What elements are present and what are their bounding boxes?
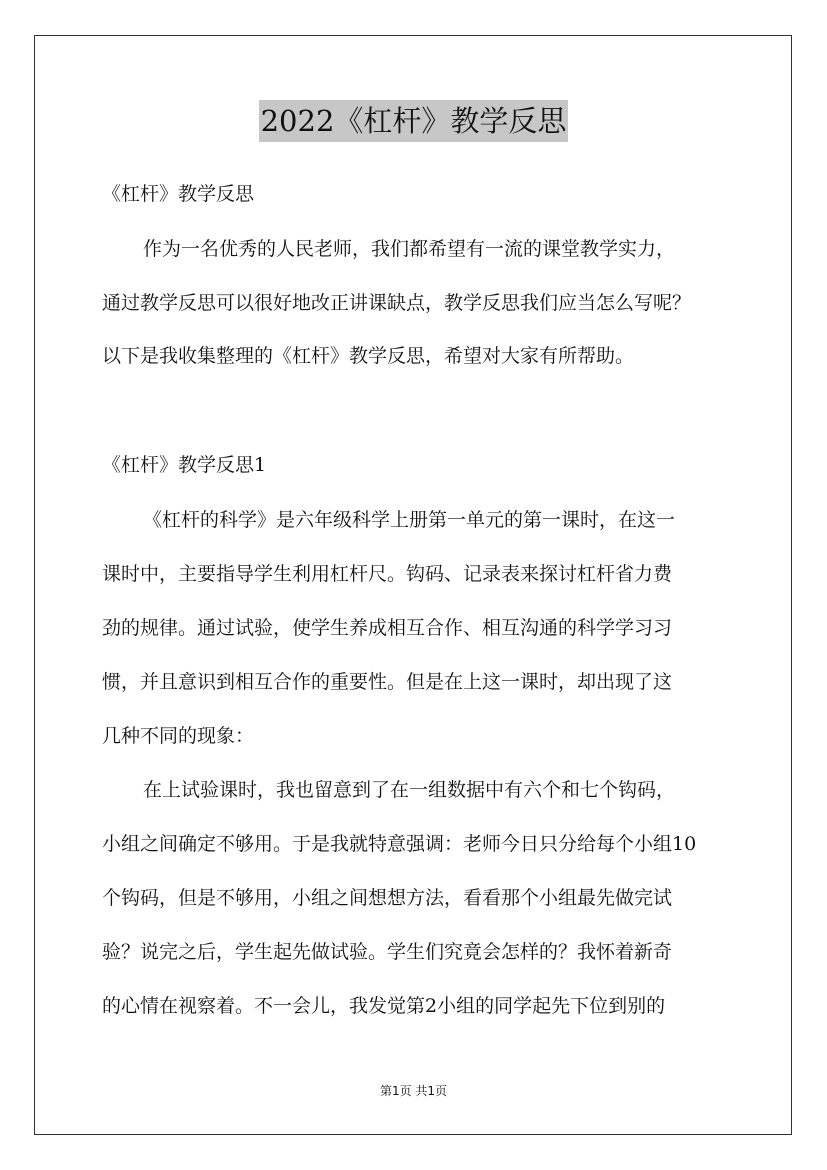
text-line: 几种不同的现象： — [102, 725, 255, 747]
text-line: 以下是我收集整理的《杠杆》教学反思，希望对大家有所帮助。 — [102, 345, 635, 367]
text-line: 小组之间确定不够用。于是我就特意强调：老师今日只分给每个小组10 — [102, 833, 697, 855]
text-line: 作为一名优秀的人民老师，我们都希望有一流的课堂教学实力， — [143, 238, 676, 260]
section-heading: 《杠杆》教学反思1 — [102, 454, 267, 476]
text-line: 个钩码，但是不够用，小组之间想想方法，看看那个小组最先做完试 — [102, 887, 673, 909]
text-line: 验？说完之后，学生起先做试验。学生们究竟会怎样的？我怀着新奇 — [102, 941, 673, 963]
page-footer: 第1页 共1页 — [379, 1084, 448, 1098]
text-line: 惯，并且意识到相互合作的重要性。但是在上这一课时，却出现了这 — [102, 671, 673, 693]
text-line: 《杠杆的科学》是六年级科学上册第一单元的第一课时，在这一 — [143, 509, 676, 531]
text-line: 的心情在视察着。不一会儿，我发觉第2小组的同学起先下位到别的 — [102, 995, 666, 1017]
title-wrap — [0, 100, 827, 142]
text-line: 课时中，主要指导学生利用杠杆尺。钩码、记录表来探讨杠杆省力费 — [102, 563, 673, 585]
text-line: 通过教学反思可以很好地改正讲课缺点，教学反思我们应当怎么写呢？ — [102, 292, 692, 314]
document-title: 2022《杠杆》教学反思 — [259, 100, 569, 142]
subtitle: 《杠杆》教学反思 — [102, 183, 255, 205]
text-line: 劲的规律。通过试验，使学生养成相互合作、相互沟通的科学学习习 — [102, 617, 673, 639]
text-line: 在上试验课时，我也留意到了在一组数据中有六个和七个钩码， — [143, 779, 676, 801]
